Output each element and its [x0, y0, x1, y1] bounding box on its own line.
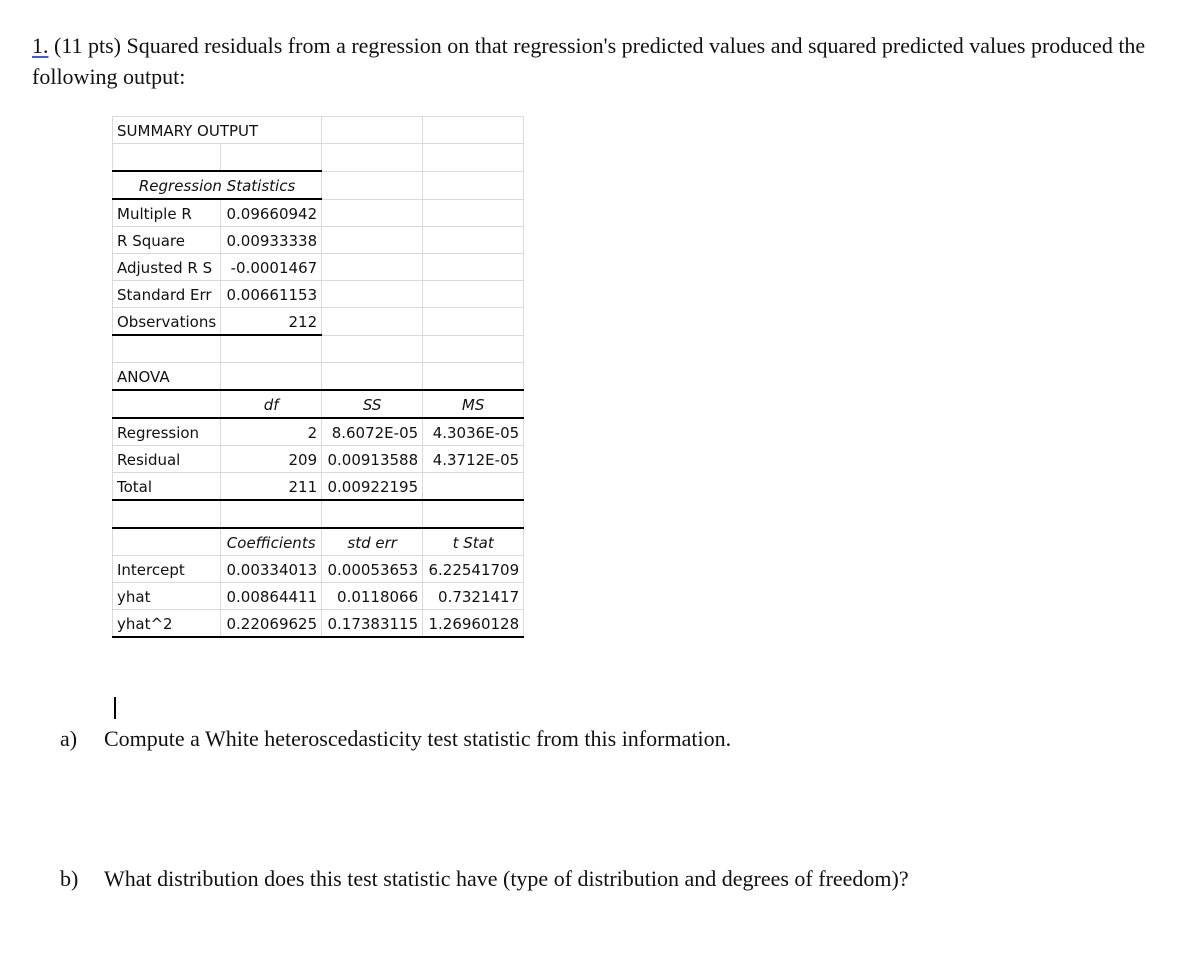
stat-label: Standard Err	[113, 281, 221, 308]
table-row	[113, 227, 524, 254]
table-row	[113, 610, 524, 638]
question-label: a)	[60, 726, 78, 751]
coef-row-label: Intercept	[113, 556, 221, 583]
table-row	[113, 583, 524, 610]
coef-std-err: 0.00053653	[322, 556, 423, 583]
table-row	[113, 254, 524, 281]
coef-t-stat: 1.26960128	[423, 610, 524, 638]
anova-ms: 4.3712E-05	[423, 446, 524, 473]
table-row	[113, 363, 524, 391]
stat-value: 0.00933338	[221, 227, 322, 254]
stat-value: 212	[221, 308, 322, 336]
table-row	[113, 528, 524, 556]
problem-text: (11 pts) Squared residuals from a regression on that regression's predicted values and squared predicted values produced the following output:	[32, 33, 1146, 89]
table-row	[113, 199, 524, 227]
regression-statistics-header: Regression Statistics	[113, 171, 322, 199]
stat-value: 0.00661153	[221, 281, 322, 308]
table-row	[113, 418, 524, 446]
coef-t-stat: 6.22541709	[423, 556, 524, 583]
stat-label: Multiple R	[113, 199, 221, 227]
anova-df: 211	[221, 473, 322, 501]
anova-ss: 0.00913588	[322, 446, 423, 473]
anova-header-df: df	[221, 390, 322, 418]
table-row	[113, 556, 524, 583]
anova-ms: 4.3036E-05	[423, 418, 524, 446]
coef-t-stat: 0.7321417	[423, 583, 524, 610]
stat-value: 0.09660942	[221, 199, 322, 227]
coef-std-err: 0.0118066	[322, 583, 423, 610]
summary-title: SUMMARY OUTPUT	[113, 117, 322, 144]
question-b	[60, 865, 909, 893]
coef-value: 0.00334013	[221, 556, 322, 583]
anova-row-label: Total	[113, 473, 221, 501]
coef-value: 0.22069625	[221, 610, 322, 638]
coef-header: Coefficients	[221, 528, 322, 556]
coef-header: std err	[322, 528, 423, 556]
table-row	[113, 446, 524, 473]
coef-std-err: 0.17383115	[322, 610, 423, 638]
question-text: What distribution does this test statistic have (type of distribution and degrees of freedom)?	[104, 866, 909, 891]
anova-df: 209	[221, 446, 322, 473]
stat-label: Observations	[113, 308, 221, 336]
coef-row-label: yhat	[113, 583, 221, 610]
question-label: b)	[60, 866, 79, 891]
table-row	[113, 308, 524, 336]
question-text: Compute a White heteroscedasticity test statistic from this information.	[104, 726, 732, 751]
table-row	[113, 281, 524, 308]
table-row	[113, 117, 524, 144]
anova-ms	[423, 473, 524, 501]
stat-label: Adjusted R S	[113, 254, 221, 281]
anova-ss: 0.00922195	[322, 473, 423, 501]
anova-df: 2	[221, 418, 322, 446]
anova-row-label: Residual	[113, 446, 221, 473]
anova-title: ANOVA	[113, 363, 221, 391]
table-row	[113, 473, 524, 501]
anova-header-ms: MS	[423, 390, 524, 418]
table-row	[113, 390, 524, 418]
problem-number: 1.	[32, 33, 49, 58]
coef-header: t Stat	[423, 528, 524, 556]
stat-label: R Square	[113, 227, 221, 254]
problem-statement	[32, 30, 1162, 92]
stat-value: -0.0001467	[221, 254, 322, 281]
table-row	[113, 171, 524, 199]
coef-value: 0.00864411	[221, 583, 322, 610]
text-cursor	[114, 697, 116, 719]
anova-ss: 8.6072E-05	[322, 418, 423, 446]
question-a	[60, 725, 731, 753]
summary-output-table	[112, 116, 524, 638]
anova-row-label: Regression	[113, 418, 221, 446]
coef-row-label: yhat^2	[113, 610, 221, 638]
anova-header-ss: SS	[322, 390, 423, 418]
